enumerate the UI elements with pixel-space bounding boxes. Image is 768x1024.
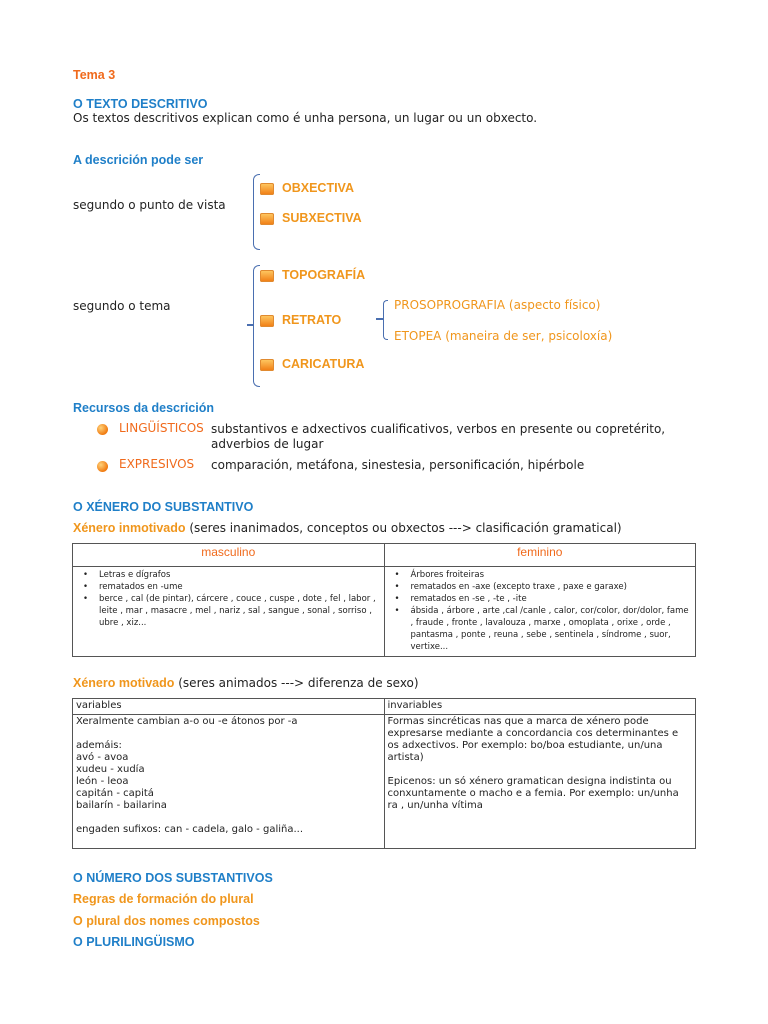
list-item: • rematados en -ume bbox=[99, 581, 378, 593]
orange-square-icon bbox=[260, 359, 274, 371]
tema-label: segundo o tema bbox=[73, 299, 171, 313]
xenero-motivado-desc: (seres animados ---> diferenza de sexo) bbox=[178, 676, 419, 690]
topografia-label: TOPOGRAFÍA bbox=[282, 268, 366, 282]
subxectiva-label: SUBXECTIVA bbox=[282, 211, 362, 225]
linguisticos-text: substantivos e adxectivos cualificativos, verbos en presente ou copretérito, bbox=[211, 422, 666, 436]
texto-descritivo-body: Os textos descritivos explican como é unha persona, un lugar ou un obxecto. bbox=[73, 111, 538, 125]
prosoprografia-label: PROSOPROGRAFIA (aspecto físico) bbox=[394, 298, 601, 312]
invariables-cell bbox=[384, 715, 696, 849]
bullet-dot-icon bbox=[97, 424, 108, 435]
xenero-motivado-table bbox=[72, 698, 696, 849]
invariables-text-1: Formas sincréticas nas que a marca de xénero pode expresarse mediante a concordancia cos determinantes e os adxectivos. Por exemplo: bo/boa estudiante, un/una artista) bbox=[387, 716, 679, 763]
caricatura-label: CARICATURA bbox=[282, 357, 365, 371]
list-item: • Árbores froiteiras bbox=[411, 569, 690, 581]
numero-heading: O NÚMERO DOS SUBSTANTIVOS bbox=[73, 871, 273, 885]
linguisticos-label: LINGÜÍSTICOS bbox=[119, 421, 204, 435]
orange-square-icon bbox=[260, 213, 274, 225]
regras-plural-link: Regras de formación do plural bbox=[73, 892, 254, 906]
brace-tick bbox=[247, 324, 254, 326]
expresivos-label: EXPRESIVOS bbox=[119, 457, 195, 471]
orange-square-icon bbox=[260, 315, 274, 327]
list-item: • rematados en -axe (excepto traxe , paxe e garaxe) bbox=[411, 581, 690, 593]
orange-square-icon bbox=[260, 270, 274, 282]
descricion-heading: A descrición pode ser bbox=[73, 153, 204, 167]
variables-text-2: ademáis: avó - avoa xudeu - xudía león - leoa capitán - capitá bailarín - bailarina bbox=[76, 740, 167, 811]
list-item: • ábsida , árbore , arte ,cal /canle , calor, cor/color, dor/dolor, fame , fraude , fronte , lavalouza , marxe , omoplata , orixe , orde , pantasma , ponte , reuna , sebe , sentinela , síndrome , suor, vertixe... bbox=[411, 605, 690, 653]
bullet-dot-icon bbox=[97, 461, 108, 472]
masculino-cell bbox=[73, 567, 385, 657]
expresivos-text: comparación, metáfona, sinestesia, personificación, hipérbole bbox=[211, 458, 585, 472]
obxectiva-label: OBXECTIVA bbox=[282, 181, 354, 195]
feminino-header: feminino bbox=[384, 544, 696, 567]
variables-header: variables bbox=[73, 699, 385, 715]
brace-tick bbox=[376, 318, 383, 320]
plurilinguismo-heading: O PLURILINGÜISMO bbox=[73, 935, 195, 949]
plural-compostos-link: O plural dos nomes compostos bbox=[73, 914, 260, 928]
brace-retrato bbox=[383, 300, 388, 340]
brace-punto-vista bbox=[253, 174, 260, 250]
xenero-motivado-line bbox=[73, 676, 419, 690]
tema-title: Tema 3 bbox=[73, 68, 116, 82]
list-item: • Letras e dígrafos bbox=[99, 569, 378, 581]
variables-text-1: Xeralmente cambian a-o ou -e átonos por -a bbox=[76, 716, 298, 727]
invariables-text-2: Epicenos: un só xénero gramatican designa indistinta ou conxuntamente o macho e a femia. Por exemplo: un/unha ra , un/unha vítima bbox=[387, 776, 679, 811]
masculino-header: masculino bbox=[73, 544, 385, 567]
xenero-inmotivado-table bbox=[72, 543, 696, 657]
xenero-inmotivado-desc: (seres inanimados, conceptos ou obxectos ---> clasificación gramatical) bbox=[189, 521, 622, 535]
xenero-inmotivado-line bbox=[73, 521, 622, 535]
invariables-header: invariables bbox=[384, 699, 696, 715]
list-item: • berce , cal (de pintar), cárcere , couce , cuspe , dote , fel , labor , leite , mar , masacre , mel , nariz , sal , sangue , sonal , sorriso , ubre , xiz... bbox=[99, 593, 378, 629]
orange-square-icon bbox=[260, 183, 274, 195]
etopea-label: ETOPEA (maneira de ser, psicoloxía) bbox=[394, 329, 613, 343]
linguisticos-text-2: adverbios de lugar bbox=[211, 437, 324, 451]
punto-vista-label: segundo o punto de vista bbox=[73, 198, 226, 212]
brace-tema bbox=[253, 265, 260, 387]
xenero-motivado-label: Xénero motivado bbox=[73, 676, 175, 690]
recursos-heading: Recursos da descrición bbox=[73, 401, 215, 415]
list-item: • rematados en -se , -te , -ite bbox=[411, 593, 690, 605]
retrato-label: RETRATO bbox=[282, 313, 342, 327]
variables-text-3: engaden sufixos: can - cadela, galo - galiña... bbox=[76, 824, 304, 835]
feminino-cell bbox=[384, 567, 696, 657]
xenero-inmotivado-label: Xénero inmotivado bbox=[73, 521, 186, 535]
xenero-heading: O XÉNERO DO SUBSTANTIVO bbox=[73, 500, 254, 514]
variables-cell bbox=[73, 715, 385, 849]
texto-descritivo-heading: O TEXTO DESCRITIVO bbox=[73, 97, 208, 111]
